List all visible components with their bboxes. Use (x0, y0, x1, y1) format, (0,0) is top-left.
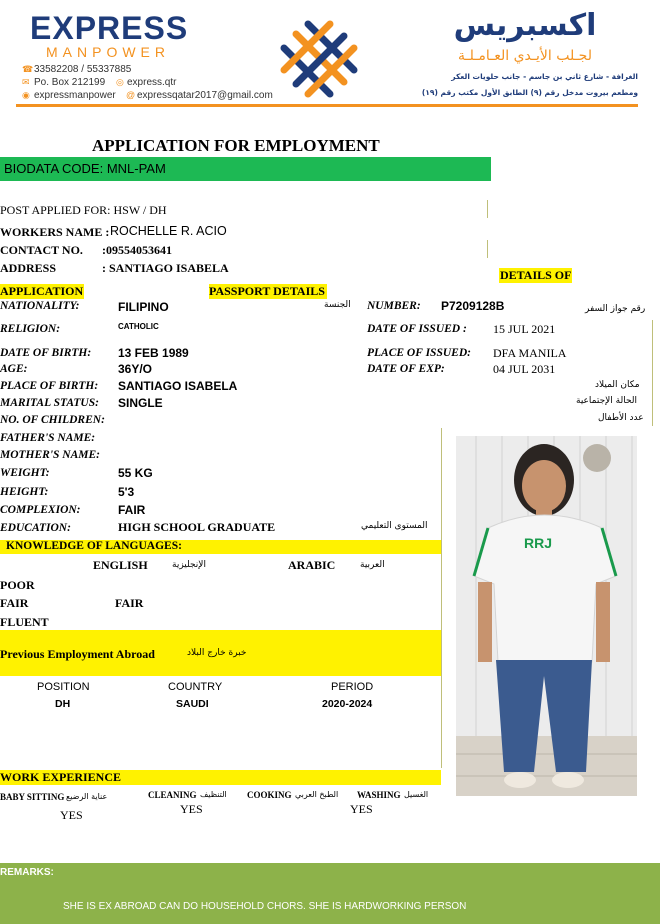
logo-express: EXPRESS (30, 10, 189, 46)
skill-cooking: COOKING (247, 790, 292, 800)
applicant-photo (456, 436, 637, 796)
lang-arabic: ARABIC (288, 558, 336, 572)
field-label: FATHER'S NAME: (0, 432, 96, 444)
contact-value: :09554053641 (102, 243, 172, 257)
work-experience-header (0, 770, 441, 785)
logo-arabic: اكسبريس (453, 8, 597, 43)
shirt-text: RRJ (524, 535, 553, 551)
lang-fair: FAIR (0, 596, 29, 610)
skill-cleaning: CLEANING (148, 790, 197, 800)
passport-number-label: NUMBER: (367, 300, 421, 312)
field-label: AGE: (0, 363, 28, 375)
work-experience-title: WORK EXPERIENCE (0, 770, 122, 784)
logo-arabic-sub: لجـلب الأيـدي العـامـلـة (458, 48, 592, 64)
page-title: APPLICATION FOR EMPLOYMENT (92, 136, 380, 155)
field-label: WEIGHT: (0, 467, 50, 479)
exp-value: 04 JUL 2031 (493, 362, 556, 376)
divider (487, 200, 488, 218)
lang-poor: POOR (0, 578, 35, 592)
field-value: CATHOLIC (118, 322, 159, 331)
cell-country: SAUDI (176, 698, 209, 710)
field-value: SINGLE (118, 396, 163, 410)
logo-manpower: MANPOWER (46, 44, 170, 60)
field-label: DATE OF BIRTH: (0, 347, 92, 359)
social: expressmanpower (34, 90, 116, 101)
issued-value: 15 JUL 2021 (493, 322, 556, 336)
field-value: SANTIAGO ISABELA (118, 379, 238, 393)
field-label: RELIGION: (0, 323, 61, 335)
skill-washing-arabic: الغسيل (404, 790, 429, 799)
place-issued-value: DFA MANILA (493, 346, 567, 360)
social-icon: ◉ (22, 90, 30, 100)
prev-employment-title: Previous Employment Abroad (0, 647, 155, 661)
lang-english-arabic: الإنجليزية (172, 560, 206, 570)
skill-cleaning-arabic: التنظيف (200, 790, 227, 799)
field-value: HIGH SCHOOL GRADUATE (118, 520, 276, 534)
skill-baby-arabic: عناية الرضيع (66, 792, 108, 801)
field-label: NO. OF CHILDREN: (0, 414, 105, 426)
phones: 33582208 / 55337885 (34, 64, 132, 75)
field-label: PLACE OF BIRTH: (0, 380, 99, 392)
field-value: 36Y/O (118, 362, 153, 376)
workers-name-label: WORKERS NAME : (0, 225, 110, 239)
col-country: COUNTRY (168, 681, 223, 693)
field-value: FILIPINO (118, 300, 169, 314)
field-arabic: المستوى التعليمي (361, 521, 428, 531)
field-value: 13 FEB 1989 (118, 346, 189, 360)
divider (441, 428, 442, 768)
qtr: express.qtr (127, 77, 177, 88)
field-label: NATIONALITY: (0, 300, 80, 312)
address-arabic-2: ومطعم بيروت مدخل رقم (٩) الطابق الأول مكتب رقم (١٩) (421, 88, 638, 97)
lang-english-fair: FAIR (115, 596, 144, 610)
address-value: : SANTIAGO ISABELA (102, 261, 229, 275)
field-label: MARITAL STATUS: (0, 397, 99, 409)
field-label: MOTHER'S NAME: (0, 449, 101, 461)
languages-header-text: KNOWLEDGE OF LANGUAGES: (6, 540, 182, 552)
skill-washing-value: YES (350, 802, 373, 816)
passport-number-arabic: رقم جواز السفر (585, 304, 646, 314)
prev-employment-arabic: خبرة خارج البلاد (187, 648, 247, 658)
passport-number: P7209128B (441, 299, 505, 313)
instagram-icon: ◎ (116, 77, 124, 87)
letterhead (0, 0, 660, 112)
lang-arabic-arabic: العربية (360, 560, 385, 570)
skill-baby-value: YES (60, 808, 83, 822)
field-label: COMPLEXION: (0, 504, 81, 516)
field-value: 5'3 (118, 485, 135, 499)
mailbox-icon: ✉ (22, 77, 30, 87)
pobox: Po. Box 212199 (34, 77, 106, 88)
prev-employment-header (0, 630, 441, 676)
issued-label: DATE OF ISSUED : (367, 323, 467, 335)
remarks-text: SHE IS EX ABROAD CAN DO HOUSEHOLD CHORS. SHE IS HARDWORKING PERSON (63, 901, 467, 912)
pob-arabic: مكان الميلاد (595, 380, 640, 390)
contact-label: CONTACT NO. (0, 243, 83, 257)
lang-fluent: FLUENT (0, 615, 49, 629)
address-arabic-1: الغرافة - شارع ثاني بن جاسم - جانب حلويات العكر (451, 72, 638, 81)
workers-name: ROCHELLE R. ACIO (110, 224, 227, 238)
col-period: PERIOD (331, 681, 374, 693)
field-value: FAIR (118, 503, 146, 517)
col-position: POSITION (37, 681, 90, 693)
field-label: HEIGHT: (0, 486, 49, 498)
place-issued-label: PLACE OF ISSUED: (367, 347, 471, 359)
knot-logo-icon (278, 18, 360, 100)
cell-position: DH (55, 698, 71, 710)
header-divider (16, 104, 638, 107)
biodata-code-text: BIODATA CODE: MNL-PAM (4, 161, 166, 176)
skill-washing: WASHING (357, 790, 401, 800)
field-label: EDUCATION: (0, 522, 71, 534)
address-label: ADDRESS (0, 261, 57, 275)
skill-cooking-arabic: الطبخ العربي (295, 790, 339, 799)
children-arabic: عدد الأطفال (598, 413, 644, 423)
remarks-panel (0, 863, 660, 924)
skill-cleaning-value: YES (180, 802, 203, 816)
phone-icon: ☎ (22, 64, 34, 74)
email: expressqatar2017@gmail.com (137, 90, 273, 101)
field-value: 55 KG (118, 466, 153, 480)
skill-baby: BABY SITTING (0, 792, 65, 802)
lang-english: ENGLISH (93, 558, 148, 572)
languages-header (0, 540, 441, 554)
marital-arabic: الحالة الإجتماعية (576, 396, 637, 406)
exp-label: DATE OF EXP: (367, 363, 445, 375)
remarks-label: REMARKS: (0, 867, 54, 878)
divider (487, 240, 488, 258)
email-icon: @ (126, 90, 136, 100)
cell-period: 2020-2024 (322, 698, 373, 710)
divider (652, 320, 653, 426)
field-arabic: الجنسة (324, 300, 351, 310)
biodata-code (0, 157, 491, 181)
passport-details-heading: PASSPORT DETAILS (209, 284, 327, 299)
details-of: DETAILS OF (500, 268, 572, 282)
post-applied: POST APPLIED FOR: HSW / DH (0, 203, 167, 217)
application-heading: APPLICATION (0, 284, 84, 298)
